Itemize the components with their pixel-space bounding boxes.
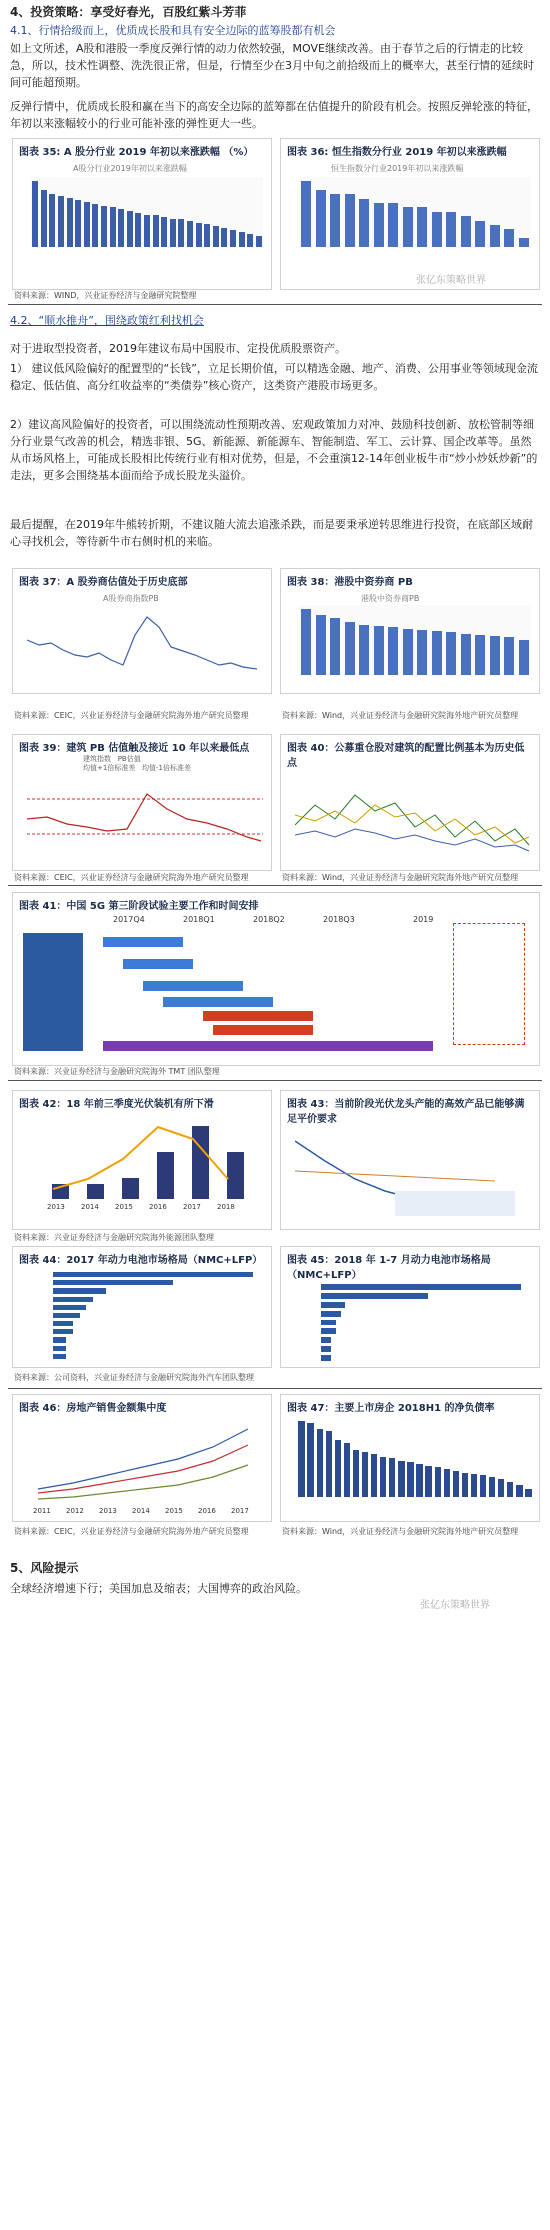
figure-40-title: 图表 40：公募重仓股对建筑的配置比例基本为历史低点 — [287, 743, 525, 769]
figure-35-bar — [239, 232, 245, 247]
section4-para6: 最后提醒，在2019年牛熊转折期，不建议随大流去追涨杀跌，而是要秉承逆转思维进行投资，在底部区域耐心寻找机会，等待新牛市右侧时机的来临。 — [10, 518, 533, 548]
figure-44-bar — [53, 1329, 73, 1334]
figure-35-bar — [247, 234, 253, 247]
figure-36-bar — [359, 199, 369, 247]
figure-36-bar — [388, 203, 398, 247]
watermark: 张亿东策略世界 — [416, 275, 486, 286]
figure-35-bar — [110, 207, 116, 247]
figure-35 — [12, 138, 272, 290]
figure-35-bar — [161, 217, 167, 247]
figure-46-x-label: 2011 — [33, 1507, 51, 1515]
figure-41-bar — [213, 1025, 313, 1035]
figure-38-bar — [345, 622, 355, 675]
figure-46-lines — [33, 1419, 263, 1505]
figure-35-bar — [92, 204, 98, 247]
figure-47-plot — [297, 1417, 533, 1497]
figure-35-bar — [196, 223, 202, 248]
figure-38-bar — [432, 631, 442, 675]
figure-38-bar — [403, 629, 413, 676]
figure-35-inner-title: A股分行业2019年初以来涨跌幅 — [73, 164, 187, 173]
figure-36-bar — [330, 194, 340, 247]
figure-38-source: 资料来源：Wind，兴业证券经济与金融研究院海外地产研究员整理 — [282, 711, 519, 720]
figure-37-line — [27, 605, 263, 685]
figure-37 — [12, 568, 272, 694]
figure-46-x-label: 2013 — [99, 1507, 117, 1515]
figure-47-bar — [525, 1489, 531, 1497]
figure-43-chart — [295, 1131, 531, 1221]
figure-36-bar — [461, 216, 471, 247]
figure-36-bar — [417, 207, 427, 247]
figure-47-bar — [317, 1429, 323, 1497]
figure-36-bar — [345, 194, 355, 247]
figure-42-x-label: 2015 — [115, 1203, 133, 1211]
figure-44-bar — [53, 1354, 66, 1359]
figure-41-bar — [143, 981, 243, 991]
figure-47-bar — [462, 1473, 468, 1497]
figure-47-bar — [435, 1467, 441, 1497]
figure-44-bar — [53, 1288, 106, 1293]
figure-45-bar — [321, 1346, 331, 1352]
watermark: 张亿东策略世界 — [420, 1600, 490, 1611]
figure-44-bar — [53, 1337, 66, 1342]
figure-39-legend — [83, 755, 191, 773]
figure-45-bar — [321, 1328, 336, 1334]
figure-35-title: 图表 35: A 股分行业 2019 年初以来涨跌幅 （%） — [19, 147, 254, 158]
figure-39-line — [27, 779, 263, 859]
figure-41-box — [453, 923, 525, 1045]
figure-36-bar — [432, 212, 442, 247]
figure-41-bar — [163, 997, 273, 1007]
figure-36-bar — [519, 238, 529, 247]
figure-47-bar — [380, 1457, 386, 1497]
figure-35-bar — [187, 221, 193, 247]
section4-para5: 2）建议高风险偏好的投资者，可以围绕流动性预期改善、宏观政策加力对冲、鼓励科技创新、放松管制等细分行业景气改善的机会，精选非银、5G、新能源、新能源车、智能制造、军工、云计算、国企改革等。虽然从市场风格上，可能成长股相比传统行业有相对优势，但是，不会重演12-14年创业板牛市“炒小炒妖炒新”的走法，更多会围绕基本面而给予成长股龙头溢价。 — [10, 418, 538, 482]
figure-36-bar — [403, 207, 413, 247]
figure-39-legend-item: 建筑指数 — [83, 755, 111, 763]
figure-41-bar — [203, 1011, 313, 1021]
figure-36 — [280, 138, 540, 290]
figure-46-title: 图表 46：房地产销售金额集中度 — [19, 1403, 167, 1414]
figure-47-bar — [425, 1466, 431, 1498]
figure-47-bar — [471, 1474, 477, 1497]
figure-45-bar — [321, 1355, 331, 1361]
figure-35-36-source: 资料来源：WIND，兴业证券经济与金融研究院整理 — [14, 291, 197, 300]
figure-35-bar — [75, 200, 81, 247]
figure-41 — [12, 892, 540, 1066]
figure-42 — [12, 1090, 272, 1230]
figure-45-bar — [321, 1293, 428, 1299]
divider — [8, 1080, 542, 1081]
figure-38-bar — [461, 634, 471, 675]
figure-43 — [280, 1090, 540, 1230]
figure-42-x-label: 2016 — [149, 1203, 167, 1211]
figure-47-bar — [453, 1471, 459, 1497]
figure-35-bar — [58, 196, 64, 247]
figure-36-title: 图表 36: 恒生指数分行业 2019 年初以来涨跌幅 — [287, 147, 507, 158]
figure-46-x-label: 2016 — [198, 1507, 216, 1515]
section5-heading: 5、风险提示 — [10, 1561, 79, 1575]
figure-42-43-source: 资料来源：兴业证券经济与金融研究院海外能源团队整理 — [14, 1233, 214, 1242]
figure-36-bar — [446, 212, 456, 247]
figure-47-bar — [507, 1482, 513, 1497]
figure-46-x-label: 2012 — [66, 1507, 84, 1515]
figure-45-bar — [321, 1320, 336, 1326]
figure-45 — [280, 1246, 540, 1368]
figure-41-period: 2018Q3 — [323, 915, 355, 924]
figure-45-title: 图表 45：2018 年 1-7 月动力电池市场格局（NMC+LFP） — [287, 1255, 491, 1281]
figure-36-bar — [475, 221, 485, 247]
figure-42-line — [43, 1119, 253, 1199]
figure-38-bar — [388, 627, 398, 675]
figure-39-legend-item: 均值-1倍标准差 — [142, 764, 191, 772]
section4-para3: 对于进取型投资者，2019年建议布局中国股市、定投优质股票资产。 — [10, 342, 346, 355]
figure-47-bar — [416, 1464, 422, 1497]
figure-47-bar — [444, 1469, 450, 1497]
figure-47-bar — [362, 1452, 368, 1497]
figure-44-bar — [53, 1280, 173, 1285]
figure-46-source: 资料来源：CEIC，兴业证券经济与金融研究院海外地产研究员整理 — [14, 1527, 249, 1536]
section4-heading: 4、投资策略：享受好春光，百股红紫斗芳菲 — [10, 5, 247, 19]
figure-47-bar — [489, 1477, 495, 1497]
figure-36-bar — [301, 181, 311, 247]
section4-para4: 1） 建议低风险偏好的配置型的“长钱”，立足长期价值，可以精选金融、地产、消费、公用事业等领域现金流稳定、低估值、高分红收益率的“类债券”核心资产，这类资产港股市场更多。 — [10, 362, 538, 392]
figure-38-bar — [330, 618, 340, 675]
figure-45-bar — [321, 1302, 345, 1308]
figure-47-source: 资料来源：Wind，兴业证券经济与金融研究院海外地产研究员整理 — [282, 1527, 519, 1536]
figure-38-bar — [417, 630, 427, 675]
figure-38-bar — [504, 637, 514, 675]
figure-35-bar — [256, 236, 262, 247]
figure-38-bar — [316, 615, 326, 675]
section4-para1: 如上文所述，A股和港股一季度反弹行情的动力依然较强，MOVE继续改善。由于春节之后的行情走的比较急，所以，技术性调整、洗洗很正常，但是，行情至少在3月中旬之前拾级而上的概率大，甚至行情的延续时间可能超预期。 — [10, 42, 534, 89]
figure-41-source: 资料来源：兴业证券经济与金融研究院海外 TMT 团队整理 — [14, 1067, 220, 1076]
figure-35-bar — [170, 219, 176, 247]
figure-45-bar — [321, 1284, 521, 1290]
divider — [8, 1388, 542, 1389]
figure-41-period: 2017Q4 — [113, 915, 145, 924]
figure-47-bar — [371, 1454, 377, 1497]
figure-45-bar — [321, 1337, 331, 1343]
figure-35-bar — [41, 190, 47, 247]
figure-47-bar — [516, 1485, 522, 1497]
figure-35-bar — [49, 194, 55, 247]
figure-38-bar — [359, 625, 369, 675]
figure-41-period: 2018Q2 — [253, 915, 285, 924]
figure-47-bar — [335, 1440, 341, 1497]
figure-47-bar — [498, 1479, 504, 1497]
figure-36-inner-title: 恒生指数分行业2019年初以来涨跌幅 — [331, 164, 464, 173]
figure-39 — [12, 734, 272, 871]
figure-47-bar — [480, 1475, 486, 1497]
figure-35-bar — [204, 224, 210, 247]
figure-39-legend-item: PB估值 — [117, 755, 141, 763]
figure-44-bar — [53, 1305, 86, 1310]
figure-44-bar — [53, 1346, 66, 1351]
figure-41-row-labels — [23, 933, 83, 1051]
figure-39-legend-item: 均值+1倍标准差 — [83, 764, 136, 772]
figure-38-bar — [374, 626, 384, 675]
figure-42-x-label: 2013 — [47, 1203, 65, 1211]
figure-41-title: 图表 41：中国 5G 第三阶段试验主要工作和时间安排 — [19, 901, 259, 912]
figure-38-bar — [446, 632, 456, 675]
figure-35-bar — [118, 209, 124, 247]
figure-44-bar — [53, 1297, 93, 1302]
figure-47-bar — [353, 1450, 359, 1497]
figure-45-plot — [321, 1283, 521, 1363]
figure-47-bar — [326, 1431, 332, 1497]
figure-38 — [280, 568, 540, 694]
figure-44-plot — [53, 1271, 253, 1361]
figure-36-bar — [504, 229, 514, 247]
figure-42-title: 图表 42：18 年前三季度光伏装机有所下滑 — [19, 1099, 214, 1110]
figure-47-bar — [407, 1462, 413, 1497]
figure-47-bar — [298, 1421, 304, 1497]
figure-35-bar — [221, 228, 227, 247]
figure-36-bar — [490, 225, 500, 247]
figure-44-bar — [53, 1321, 73, 1326]
figure-43-title: 图表 43：当前阶段光伏龙头产能的高效产品已能够满足平价要求 — [287, 1099, 525, 1125]
section5-text: 全球经济增速下行；美国加息及缩表；大国博弈的政治风险。 — [10, 1582, 307, 1595]
figure-41-bar — [103, 1041, 433, 1051]
figure-36-bar — [374, 203, 384, 247]
figure-40-source: 资料来源：Wind，兴业证券经济与金融研究院海外地产研究员整理 — [282, 873, 519, 882]
figure-42-x-label: 2017 — [183, 1203, 201, 1211]
figure-46-x-label: 2017 — [231, 1507, 249, 1515]
figure-35-bar — [230, 230, 236, 247]
figure-46-x-label: 2014 — [132, 1507, 150, 1515]
figure-36-bar — [316, 190, 326, 247]
figure-35-bar — [135, 213, 141, 247]
section4-sub1: 4.1、行情拾级而上，优质成长股和具有安全边际的蓝筹股都有机会 — [10, 24, 336, 37]
figure-40 — [280, 734, 540, 871]
figure-37-inner-title: A股券商指数PB — [103, 594, 159, 603]
figure-41-bar — [103, 937, 183, 947]
figure-47-bar — [307, 1423, 313, 1497]
figure-46 — [12, 1394, 272, 1522]
figure-38-bar — [301, 609, 311, 675]
figure-41-bar — [123, 959, 193, 969]
figure-44 — [12, 1246, 272, 1368]
figure-35-bar — [127, 211, 133, 247]
section4-para2: 反弹行情中，优质成长股和赢在当下的高安全边际的蓝筹都在估值提升的阶段有机会。按照反弹轮涨的特征，年初以来涨幅较小的行业可能补涨的弹性更大一些。 — [10, 100, 538, 130]
figure-39-title: 图表 39：建筑 PB 估值触及接近 10 年以来最低点 — [19, 743, 250, 754]
figure-41-timeline-header — [93, 915, 453, 927]
figure-35-bar — [178, 219, 184, 247]
figure-47-bar — [344, 1443, 350, 1497]
figure-47 — [280, 1394, 540, 1522]
figure-38-bar — [475, 635, 485, 675]
figure-35-bar — [32, 181, 38, 247]
figure-38-plot — [299, 605, 531, 675]
figure-35-bar — [213, 226, 219, 247]
figure-38-bar — [519, 640, 529, 675]
figure-44-bar — [53, 1313, 80, 1318]
figure-37-source: 资料来源：CEIC，兴业证券经济与金融研究院海外地产研究员整理 — [14, 711, 249, 720]
figure-35-bar — [153, 215, 159, 247]
figure-38-title: 图表 38：港股中资券商 PB — [287, 577, 413, 588]
figure-46-x-label: 2015 — [165, 1507, 183, 1515]
figure-42-x-label: 2018 — [217, 1203, 235, 1211]
figure-47-bar — [389, 1458, 395, 1497]
divider — [8, 304, 542, 305]
figure-35-bar — [101, 206, 107, 247]
figure-39-source: 资料来源：CEIC，兴业证券经济与金融研究院海外地产研究员整理 — [14, 873, 249, 882]
figure-41-period: 2019 — [413, 915, 434, 924]
figure-42-x-label: 2014 — [81, 1203, 99, 1211]
figure-41-period: 2018Q1 — [183, 915, 215, 924]
figure-44-bar — [53, 1272, 253, 1277]
figure-44-title: 图表 44：2017 年动力电池市场格局（NMC+LFP） — [19, 1255, 263, 1266]
figure-38-bar — [490, 636, 500, 675]
figure-35-bar — [84, 202, 90, 247]
figure-38-inner-title: 港股中资券商PB — [361, 594, 420, 603]
figure-47-bar — [398, 1461, 404, 1497]
figure-36-plot — [299, 177, 531, 247]
figure-35-bar — [144, 215, 150, 247]
figure-37-title: 图表 37：A 股券商估值处于历史底部 — [19, 577, 188, 588]
figure-45-bar — [321, 1311, 341, 1317]
figure-40-lines — [295, 775, 531, 863]
figure-35-plot — [31, 177, 263, 247]
section4-sub2: 4.2、“顺水推舟”，围绕政策红利找机会 — [10, 314, 204, 327]
divider — [8, 885, 542, 886]
figure-44-45-source: 资料来源：公司资料，兴业证券经济与金融研究院海外汽车团队整理 — [14, 1373, 254, 1382]
figure-35-bar — [67, 198, 73, 247]
figure-47-title: 图表 47：主要上市房企 2018H1 的净负债率 — [287, 1403, 495, 1414]
